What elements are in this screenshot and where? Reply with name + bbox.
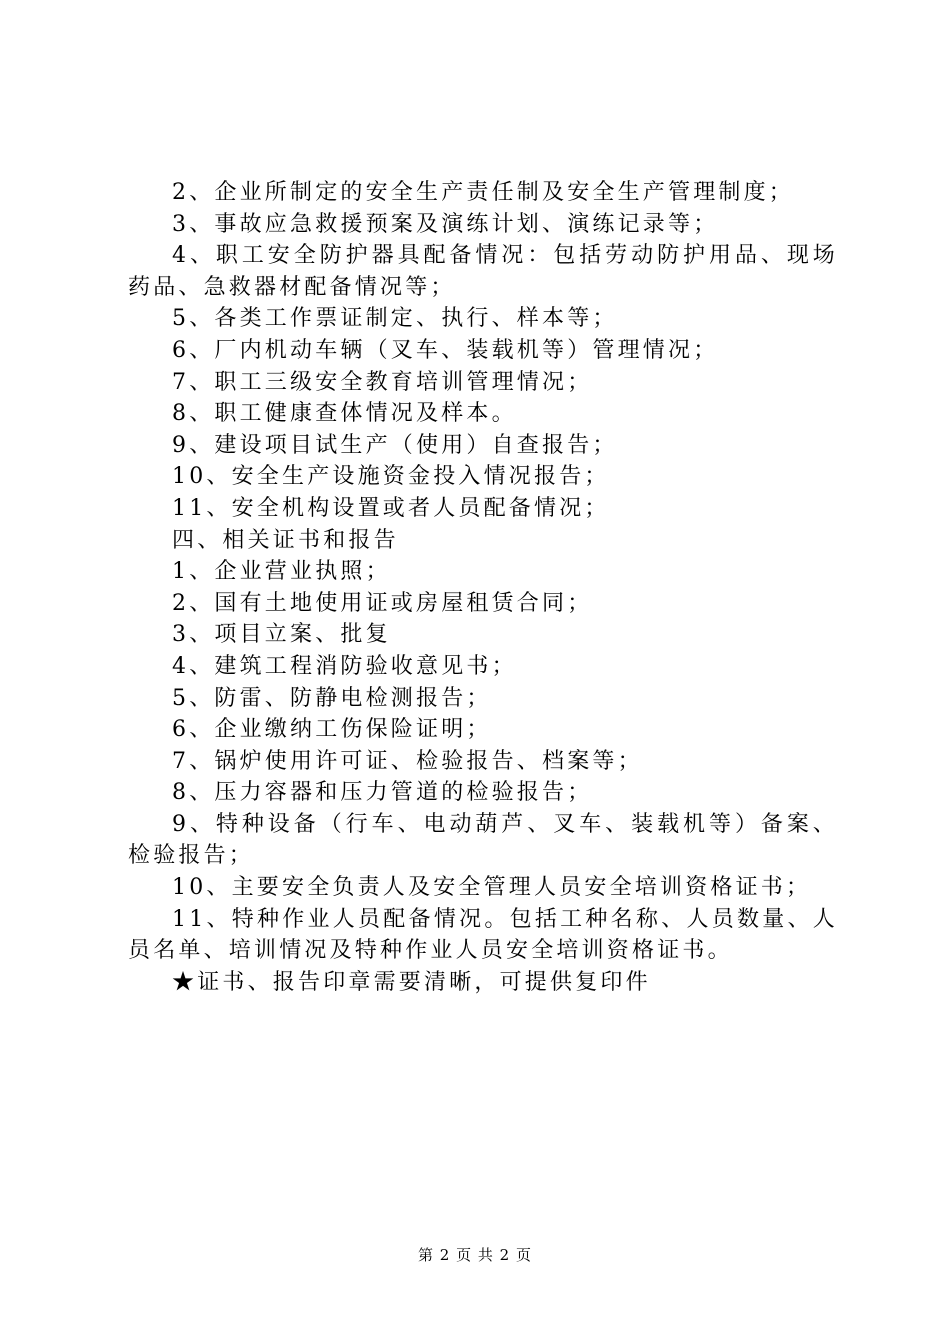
item-safety-investment-report: 10、安全生产设施资金投入情况报告； — [172, 464, 610, 490]
item-special-equipment: 9、特种设备（行车、电动葫芦、叉车、装载机等）备案、检验报告； — [128, 811, 838, 869]
item-safety-organization: 11、安全机构设置或者人员配备情况； — [172, 495, 610, 521]
item-responsibility-system: 2、企业所制定的安全生产责任制及安全生产管理制度； — [172, 180, 794, 205]
item-plant-vehicles: 6、厂内机动车辆（叉车、装载机等）管理情况； — [172, 337, 719, 363]
item-work-permits: 5、各类工作票证制定、执行、样本等； — [172, 306, 618, 332]
item-land-certificate: 2、国有土地使用证或房屋租赁合同； — [172, 590, 593, 616]
item-fire-acceptance: 4、建筑工程消防验收意见书； — [172, 653, 517, 679]
page-number-footer: 第 2 页 共 2 页 — [418, 1246, 532, 1264]
item-lightning-report: 5、防雷、防静电检测报告； — [172, 685, 492, 711]
document-body — [128, 177, 838, 998]
item-business-license: 1、企业营业执照； — [172, 559, 391, 585]
item-protective-equipment: 4、职工安全防护器具配备情况：包括劳动防护用品、现场药品、急救器材配备情况等； — [128, 243, 838, 300]
section-heading-certificates: 四、相关证书和报告 — [172, 527, 399, 553]
item-boiler-license: 7、锅炉使用许可证、检验报告、档案等； — [172, 748, 643, 774]
item-trial-production-report: 9、建设项目试生产（使用）自查报告； — [172, 432, 618, 458]
item-emergency-plan: 3、事故应急救援预案及演练计划、演练记录等； — [172, 211, 719, 237]
item-special-operators: 11、特种作业人员配备情况。包括工种名称、人员数量、人员名单、培训情况及特种作业人员安全培训资格证书。 — [128, 906, 838, 964]
item-injury-insurance: 6、企业缴纳工伤保险证明； — [172, 717, 492, 743]
item-pressure-vessel-report: 8、压力容器和压力管道的检验报告； — [172, 780, 593, 806]
item-project-approval: 3、项目立案、批复 — [172, 622, 391, 648]
item-health-checkup: 8、职工健康查体情况及样本。 — [172, 401, 517, 427]
item-manager-training-cert: 10、主要安全负责人及安全管理人员安全培训资格证书； — [172, 875, 812, 901]
note-stamp-clarity: ★证书、报告印章需要清晰，可提供复印件 — [172, 969, 651, 995]
item-safety-education: 7、职工三级安全教育培训管理情况； — [172, 369, 593, 395]
